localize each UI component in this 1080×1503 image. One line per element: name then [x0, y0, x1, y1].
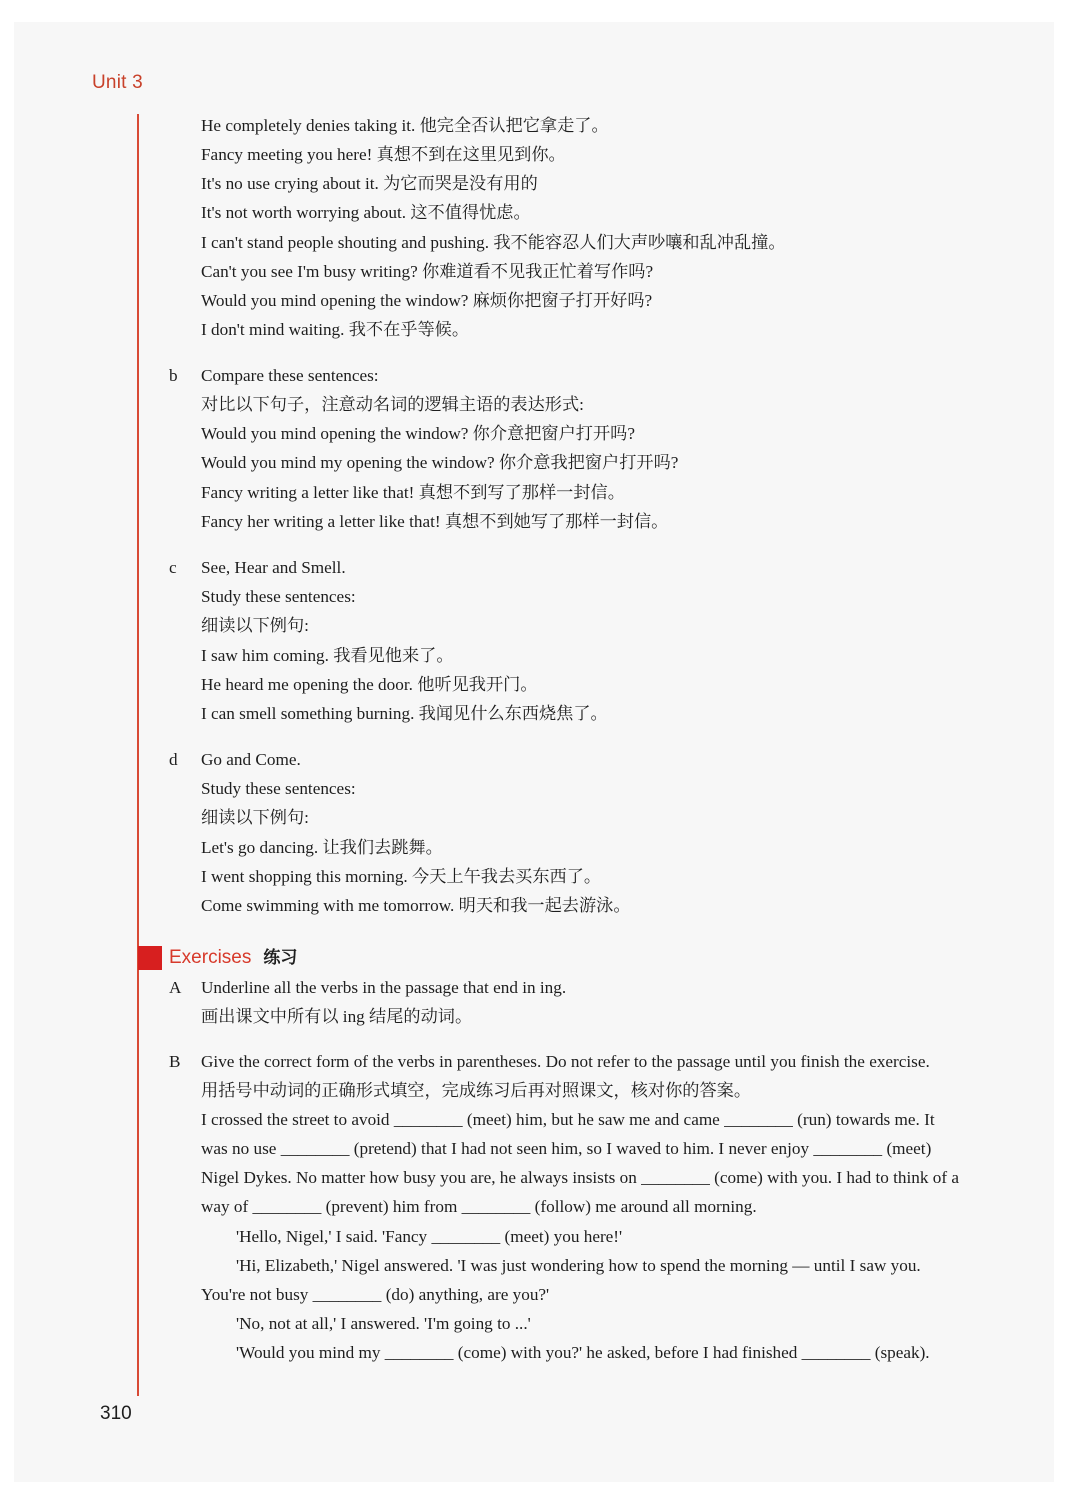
section-d-line: Go and Come.: [201, 750, 301, 769]
exercise-a-line: Underline all the verbs in the passage that end in ing.: [201, 978, 567, 997]
exercise-b-line: I crossed the street to avoid ________ (meet) him, but he saw me and came ________ (run) towards me. It: [201, 1110, 935, 1129]
exercise-b-line: 'Hello, Nigel,' I said. 'Fancy ________ (meet) you here!': [236, 1227, 623, 1246]
section-marker-c: c: [169, 558, 177, 577]
page-number: 310: [100, 1403, 132, 1424]
section-d-line: I went shopping this morning. 今天上午我去买东西了。: [201, 867, 602, 886]
exercises-heading: [169, 946, 297, 970]
section-b-line: 对比以下句子，注意动名词的逻辑主语的表达形式:: [201, 395, 584, 414]
unit-label: Unit 3: [92, 72, 143, 93]
section-b-line: Would you mind opening the window? 你介意把窗户打开吗?: [201, 424, 635, 443]
section-b-line: Fancy her writing a letter like that! 真想不到她写了那样一封信。: [201, 512, 669, 531]
exercises-title-cn: 练习: [263, 948, 298, 968]
section-b-line: Would you mind my opening the window? 你介意我把窗户打开吗?: [201, 453, 679, 472]
example-line: Can't you see I'm busy writing? 你难道看不见我正忙着写作吗?: [201, 262, 654, 281]
section-c-line: 细读以下例句:: [201, 616, 309, 635]
section-marker-d: d: [169, 750, 178, 769]
section-d-line: 细读以下例句:: [201, 808, 309, 827]
example-line: Would you mind opening the window? 麻烦你把窗子打开好吗?: [201, 291, 653, 310]
exercise-b-line: 'Would you mind my ________ (come) with you?' he asked, before I had finished ________ (speak).: [236, 1343, 930, 1362]
section-d-line: Study these sentences:: [201, 779, 356, 798]
section-c-line: Study these sentences:: [201, 587, 356, 606]
exercise-b-line: 'Hi, Elizabeth,' Nigel answered. 'I was just wondering how to spend the morning — until I saw you.: [236, 1256, 921, 1275]
margin-rule: [137, 114, 139, 1396]
section-c-line: I saw him coming. 我看见他来了。: [201, 646, 454, 665]
section-d-line: Come swimming with me tomorrow. 明天和我一起去游泳。: [201, 896, 631, 915]
exercise-b-line: 'No, not at all,' I answered. 'I'm going to ...': [236, 1314, 531, 1333]
exercise-b-line: Nigel Dykes. No matter how busy you are, he always insists on ________ (come) with you. I had to think of a: [201, 1168, 960, 1187]
section-c-line: I can smell something burning. 我闻见什么东西烧焦了。: [201, 704, 608, 723]
exercise-marker-a: A: [169, 978, 182, 997]
example-line: I don't mind waiting. 我不在乎等候。: [201, 320, 470, 339]
section-marker-b: b: [169, 366, 178, 385]
exercise-b-line: You're not busy ________ (do) anything, are you?': [201, 1285, 550, 1304]
example-line: It's no use crying about it. 为它而哭是没有用的: [201, 174, 538, 193]
section-b-line: Fancy writing a letter like that! 真想不到写了那样一封信。: [201, 483, 625, 502]
exercise-a-line: 画出课文中所有以 ing 结尾的动词。: [201, 1007, 473, 1026]
exercise-b-line: way of ________ (prevent) him from ________ (follow) me around all morning.: [201, 1197, 757, 1216]
exercises-marker-block: [138, 946, 162, 970]
example-line: I can't stand people shouting and pushing. 我不能容忍人们大声吵嚷和乱冲乱撞。: [201, 233, 786, 252]
exercises-title: Exercises: [169, 947, 252, 968]
example-line: Fancy meeting you here! 真想不到在这里见到你。: [201, 145, 566, 164]
section-d-line: Let's go dancing. 让我们去跳舞。: [201, 838, 443, 857]
exercise-marker-b: B: [169, 1052, 181, 1071]
section-b-line: Compare these sentences:: [201, 366, 379, 385]
example-line: He completely denies taking it. 他完全否认把它拿走了。: [201, 116, 609, 135]
section-c-line: See, Hear and Smell.: [201, 558, 346, 577]
exercise-b-line: was no use ________ (pretend) that I had not seen him, so I waved to him. I never enjoy ________ (meet): [201, 1139, 932, 1158]
exercise-b-line: 用括号中动词的正确形式填空，完成练习后再对照课文，核对你的答案。: [201, 1081, 752, 1100]
exercise-b-line: Give the correct form of the verbs in parentheses. Do not refer to the passage until you finish the exercise.: [201, 1052, 930, 1071]
section-c-line: He heard me opening the door. 他听见我开门。: [201, 675, 538, 694]
example-line: It's not worth worrying about. 这不值得忧虑。: [201, 203, 531, 222]
